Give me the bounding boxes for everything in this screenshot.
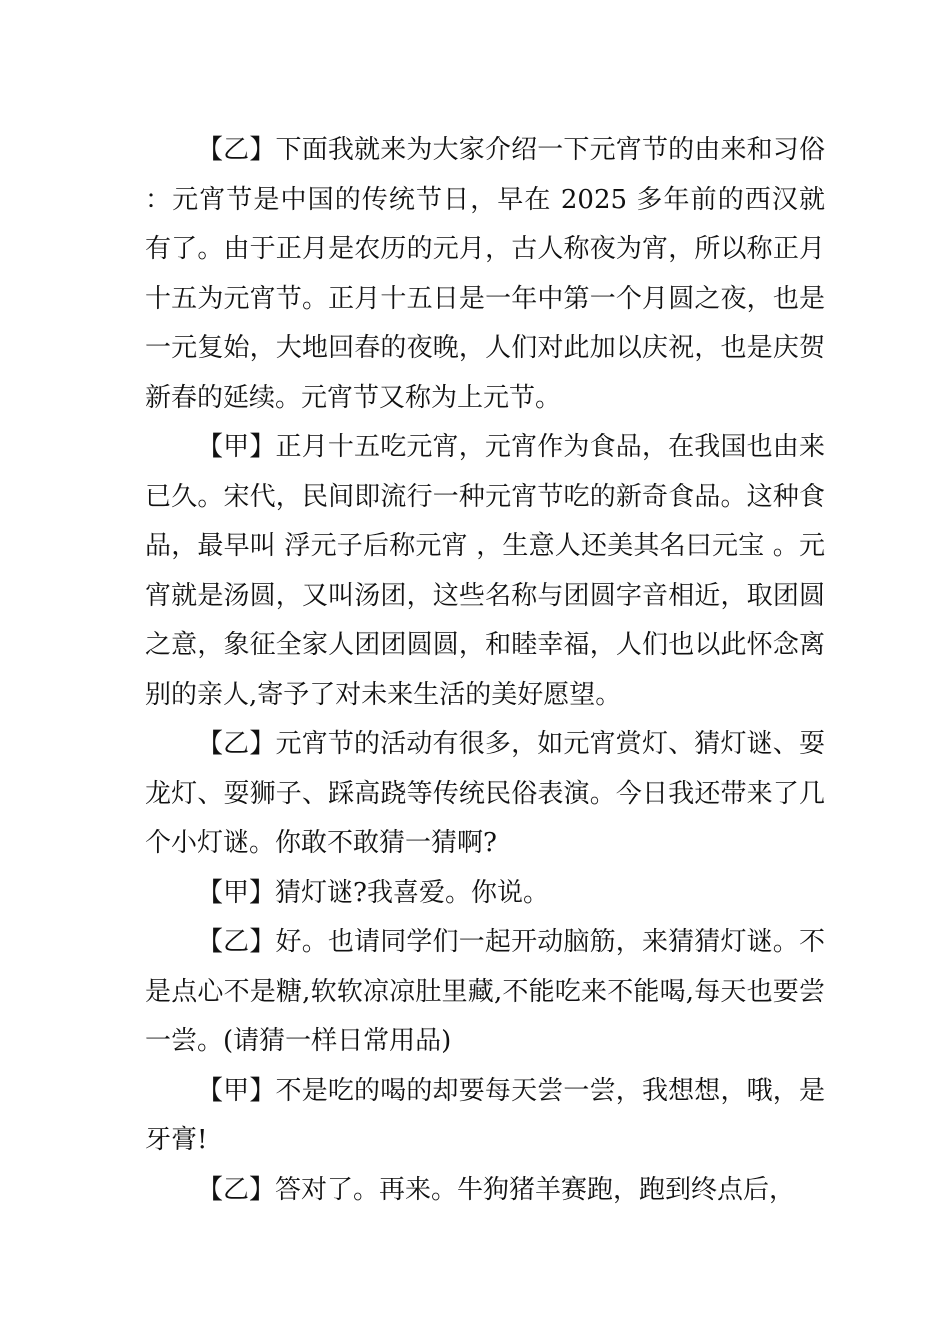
paragraph-yi-riddle-one: 【乙】好。也请同学们一起开动脑筋，来猜猜灯谜。不是点心不是糖,软软凉凉肚里藏,不能吃来不能喝,每天也要尝一尝。(请猜一样日常用品) xyxy=(145,927,825,1056)
paragraph-yi-riddle-two: 【乙】答对了。再来。牛狗猪羊赛跑，跑到终点后， xyxy=(197,1174,796,1205)
document-body xyxy=(145,126,825,1215)
paragraph-yi-activities: 【乙】元宵节的活动有很多，如元宵赏灯、猜灯谜、耍龙灯、耍狮子、踩高跷等传统民俗表演。今日我还带来了几个小灯谜。你敢不敢猜一猜啊? xyxy=(145,729,825,858)
paragraph-jia-riddle-accept: 【甲】猜灯谜?我喜爱。你说。 xyxy=(197,877,549,908)
paragraph-jia-answer: 【甲】不是吃的喝的却要每天尝一尝，我想想，哦，是牙膏! xyxy=(145,1075,825,1155)
paragraph-jia-yuanxiao-food: 【甲】正月十五吃元宵，元宵作为食品，在我国也由来已久。宋代，民间即流行一种元宵节吃的新奇食品。这种食品，最早叫 浮元子后称元宵 ，生意人还美其名曰元宝 。元宵就是汤圆，又叫汤团，这些名称与团圆字音相近，取团圆之意，象征全家人团团圆圆，和睦幸福，人们也以此怀念离别的亲人,寄予了对未来生活的美好愿望。 xyxy=(145,432,825,710)
paragraph-yi-origin: 【乙】下面我就来为大家介绍一下元宵节的由来和习俗：元宵节是中国的传统节日，早在 2025 多年前的西汉就有了。由于正月是农历的元月，古人称夜为宵，所以称正月十五为元宵节。正月十五日是一年中第一个月圆之夜，也是一元复始，大地回春的夜晚，人们对此加以庆祝，也是庆贺新春的延续。元宵节又称为上元节。 xyxy=(145,135,825,413)
